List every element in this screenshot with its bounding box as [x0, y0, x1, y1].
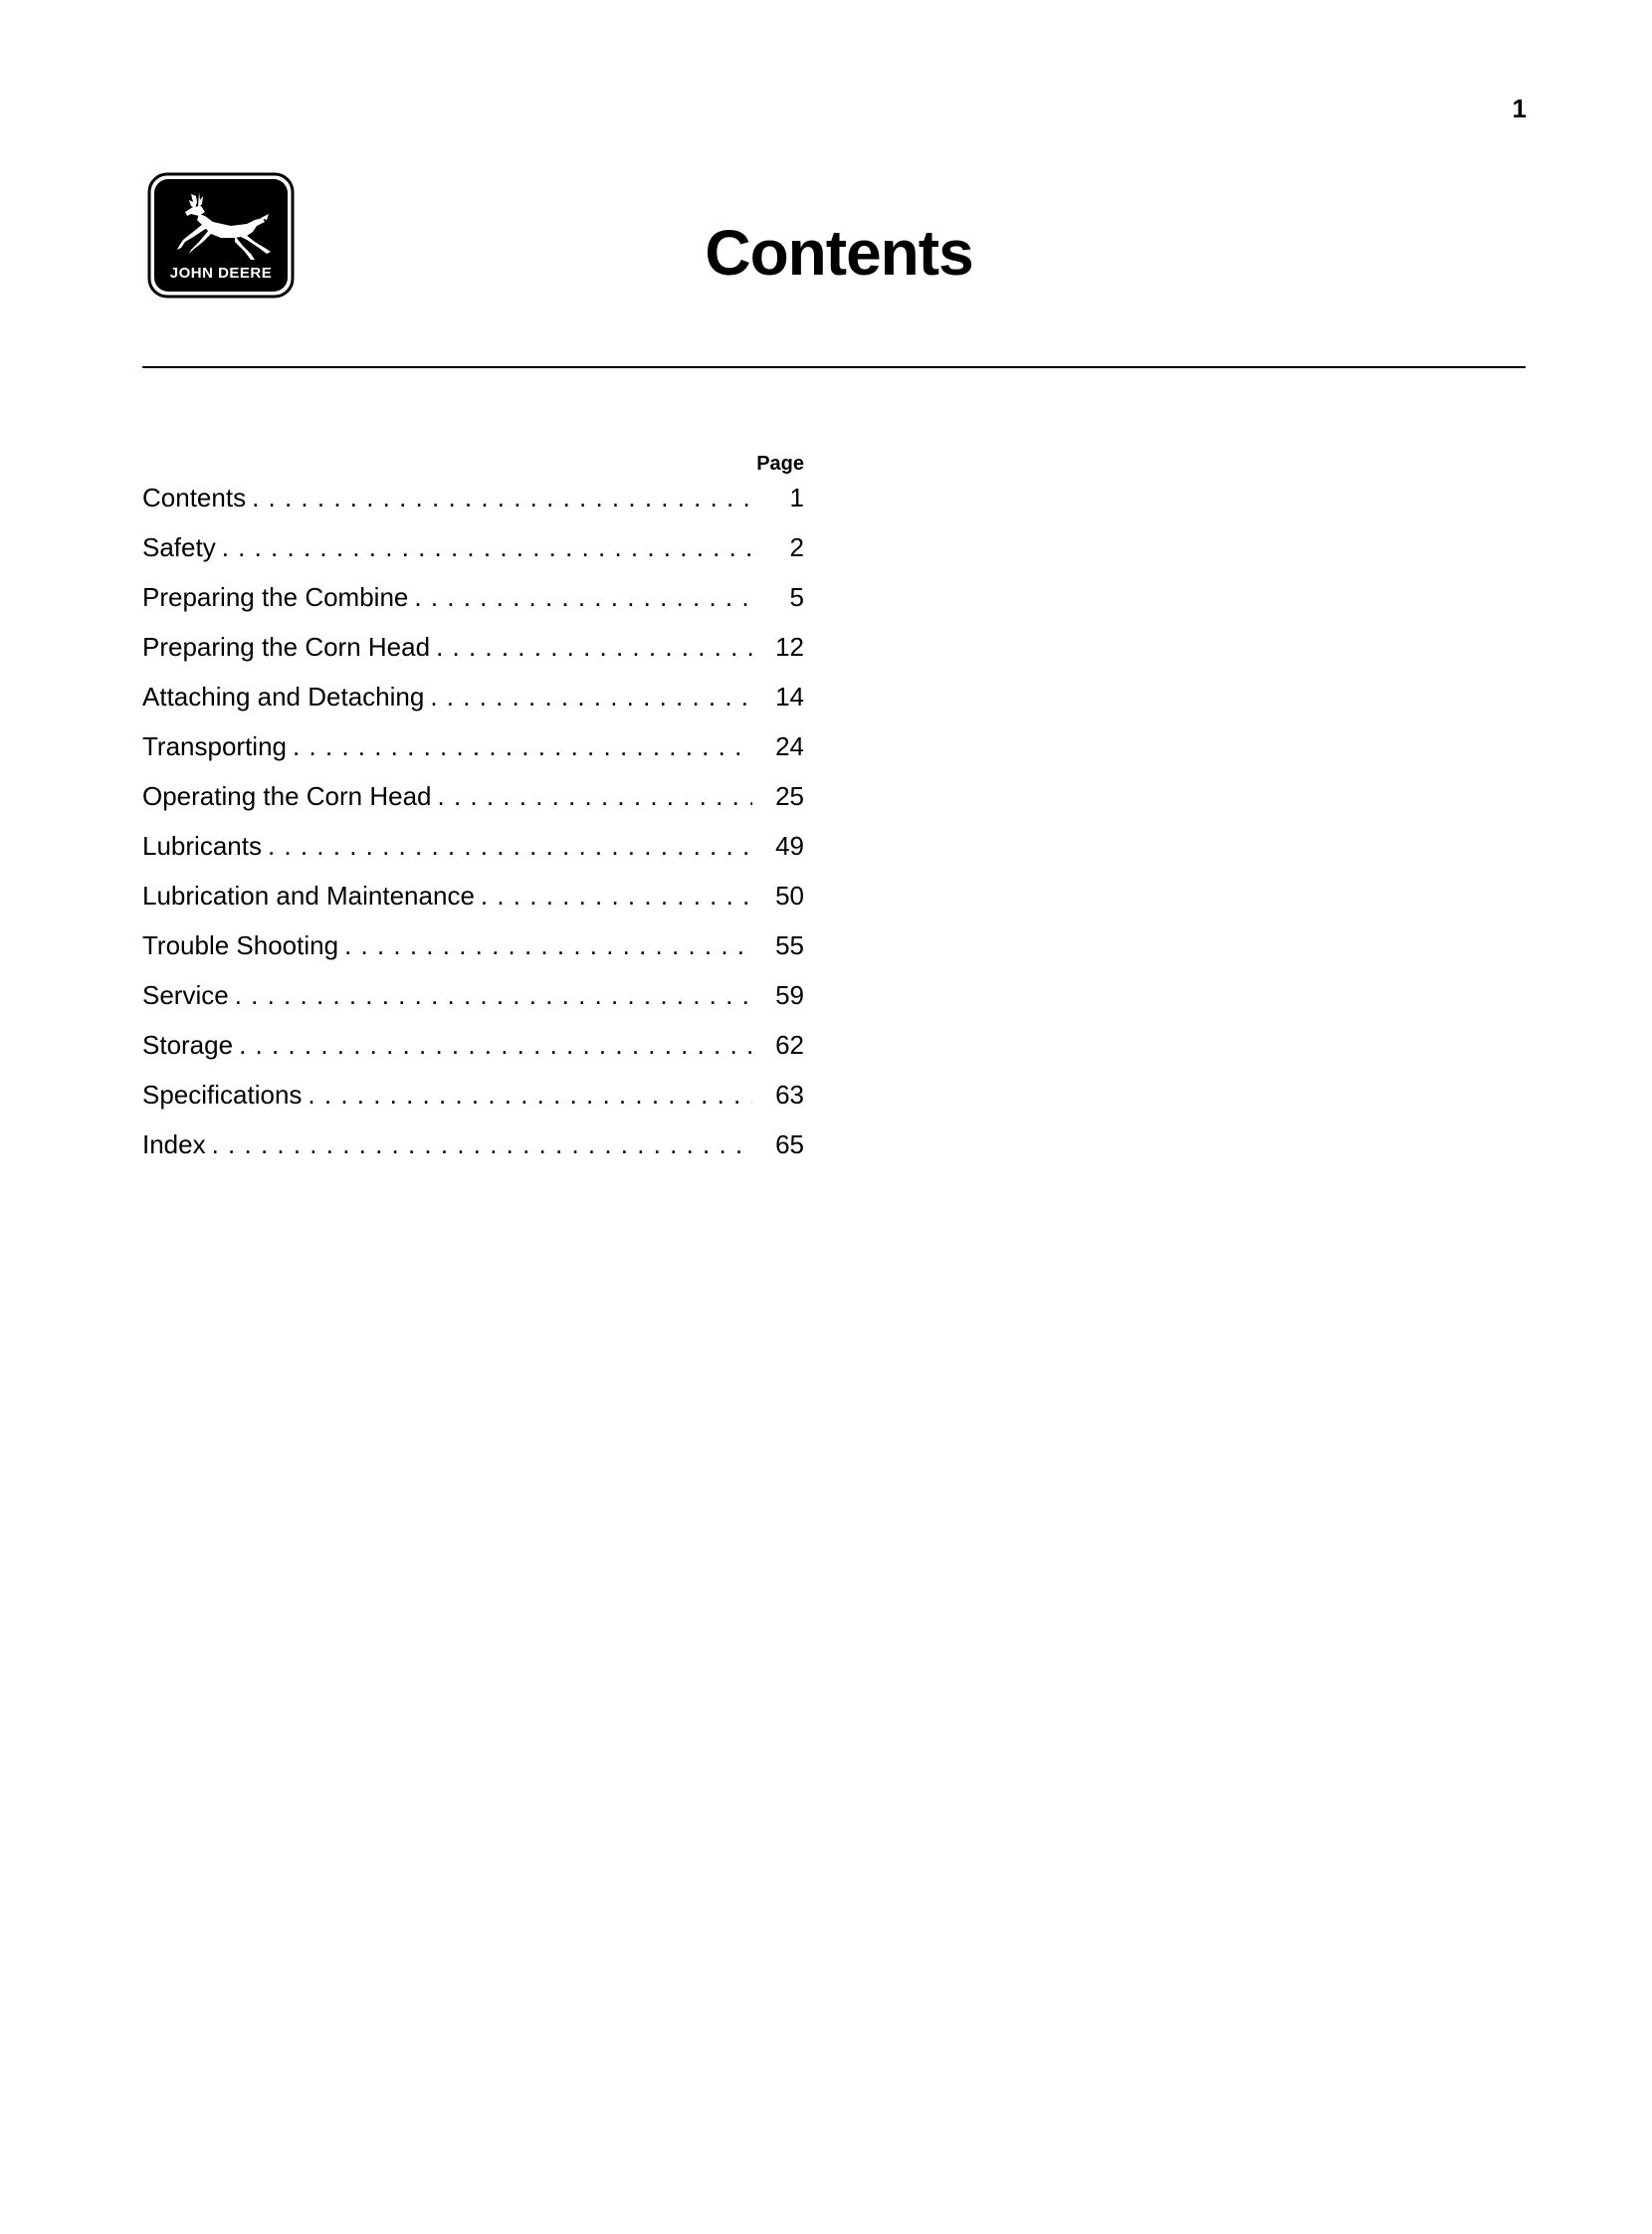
toc-entry-page: 62 — [775, 1030, 804, 1060]
toc-entry-page: 24 — [775, 731, 804, 761]
toc-entry[interactable] — [142, 677, 804, 726]
toc-entry-page: 50 — [775, 881, 804, 911]
toc-entry-page: 2 — [789, 532, 804, 562]
toc-entry[interactable] — [142, 1124, 804, 1174]
toc-entry-title: Trouble Shooting — [142, 930, 339, 960]
dot-leader — [344, 925, 752, 965]
toc-entry-title: Transporting — [142, 731, 287, 761]
toc-entry-title: Operating the Corn Head — [142, 781, 432, 811]
page-title: Contents — [705, 217, 973, 289]
page-number: 1 — [1512, 94, 1527, 123]
dot-leader — [222, 527, 752, 567]
toc-entry-title: Specifications — [142, 1080, 303, 1110]
dot-leader — [481, 876, 752, 915]
toc-entry[interactable] — [142, 776, 804, 826]
toc-entry-title: Lubricants — [142, 831, 262, 861]
dot-leader — [268, 826, 752, 866]
toc-entry[interactable] — [142, 925, 804, 975]
leaping-deer-icon — [147, 172, 295, 299]
toc-entry[interactable] — [142, 527, 804, 577]
table-of-contents — [142, 450, 804, 1174]
toc-entry[interactable] — [142, 726, 804, 776]
toc-entry-title: Index — [142, 1129, 206, 1159]
toc-entry[interactable] — [142, 478, 804, 527]
toc-entry-page: 12 — [775, 632, 804, 662]
dot-leader — [212, 1124, 752, 1164]
toc-entry[interactable] — [142, 826, 804, 876]
toc-entry-title: Attaching and Detaching — [142, 682, 425, 711]
logo-text: JOHN DEERE — [169, 265, 273, 282]
toc-entry-page: 55 — [775, 930, 804, 960]
toc-entry-title: Service — [142, 980, 229, 1010]
toc-entry-title: Contents — [142, 483, 247, 512]
toc-entry-page: 25 — [775, 781, 804, 811]
toc-entry-page: 63 — [775, 1080, 804, 1110]
dot-leader — [235, 975, 752, 1015]
header-divider — [142, 366, 1526, 368]
dot-leader — [438, 776, 752, 816]
toc-entry-page: 1 — [789, 483, 804, 512]
dot-leader — [308, 1075, 752, 1115]
dot-leader — [293, 726, 752, 766]
toc-entry-title: Safety — [142, 532, 216, 562]
dot-leader — [430, 677, 752, 716]
toc-entry-page: 65 — [775, 1129, 804, 1159]
toc-entry[interactable] — [142, 975, 804, 1025]
john-deere-logo — [147, 172, 295, 299]
page-column-label: Page — [756, 453, 804, 475]
toc-entry-page: 5 — [789, 582, 804, 612]
dot-leader — [239, 1025, 752, 1065]
toc-entry[interactable] — [142, 1025, 804, 1075]
dot-leader — [436, 627, 752, 667]
toc-entry[interactable] — [142, 1075, 804, 1124]
toc-entry[interactable] — [142, 876, 804, 925]
toc-entry-title: Preparing the Combine — [142, 582, 409, 612]
toc-entry-page: 49 — [775, 831, 804, 861]
dot-leader — [414, 577, 752, 617]
toc-entry[interactable] — [142, 627, 804, 677]
toc-entry-page: 14 — [775, 682, 804, 711]
toc-entry-title: Storage — [142, 1030, 234, 1060]
dot-leader — [252, 478, 752, 517]
toc-entry-page: 59 — [775, 980, 804, 1010]
toc-entry-title: Lubrication and Maintenance — [142, 881, 475, 911]
toc-entry-title: Preparing the Corn Head — [142, 632, 431, 662]
toc-entry[interactable] — [142, 577, 804, 627]
